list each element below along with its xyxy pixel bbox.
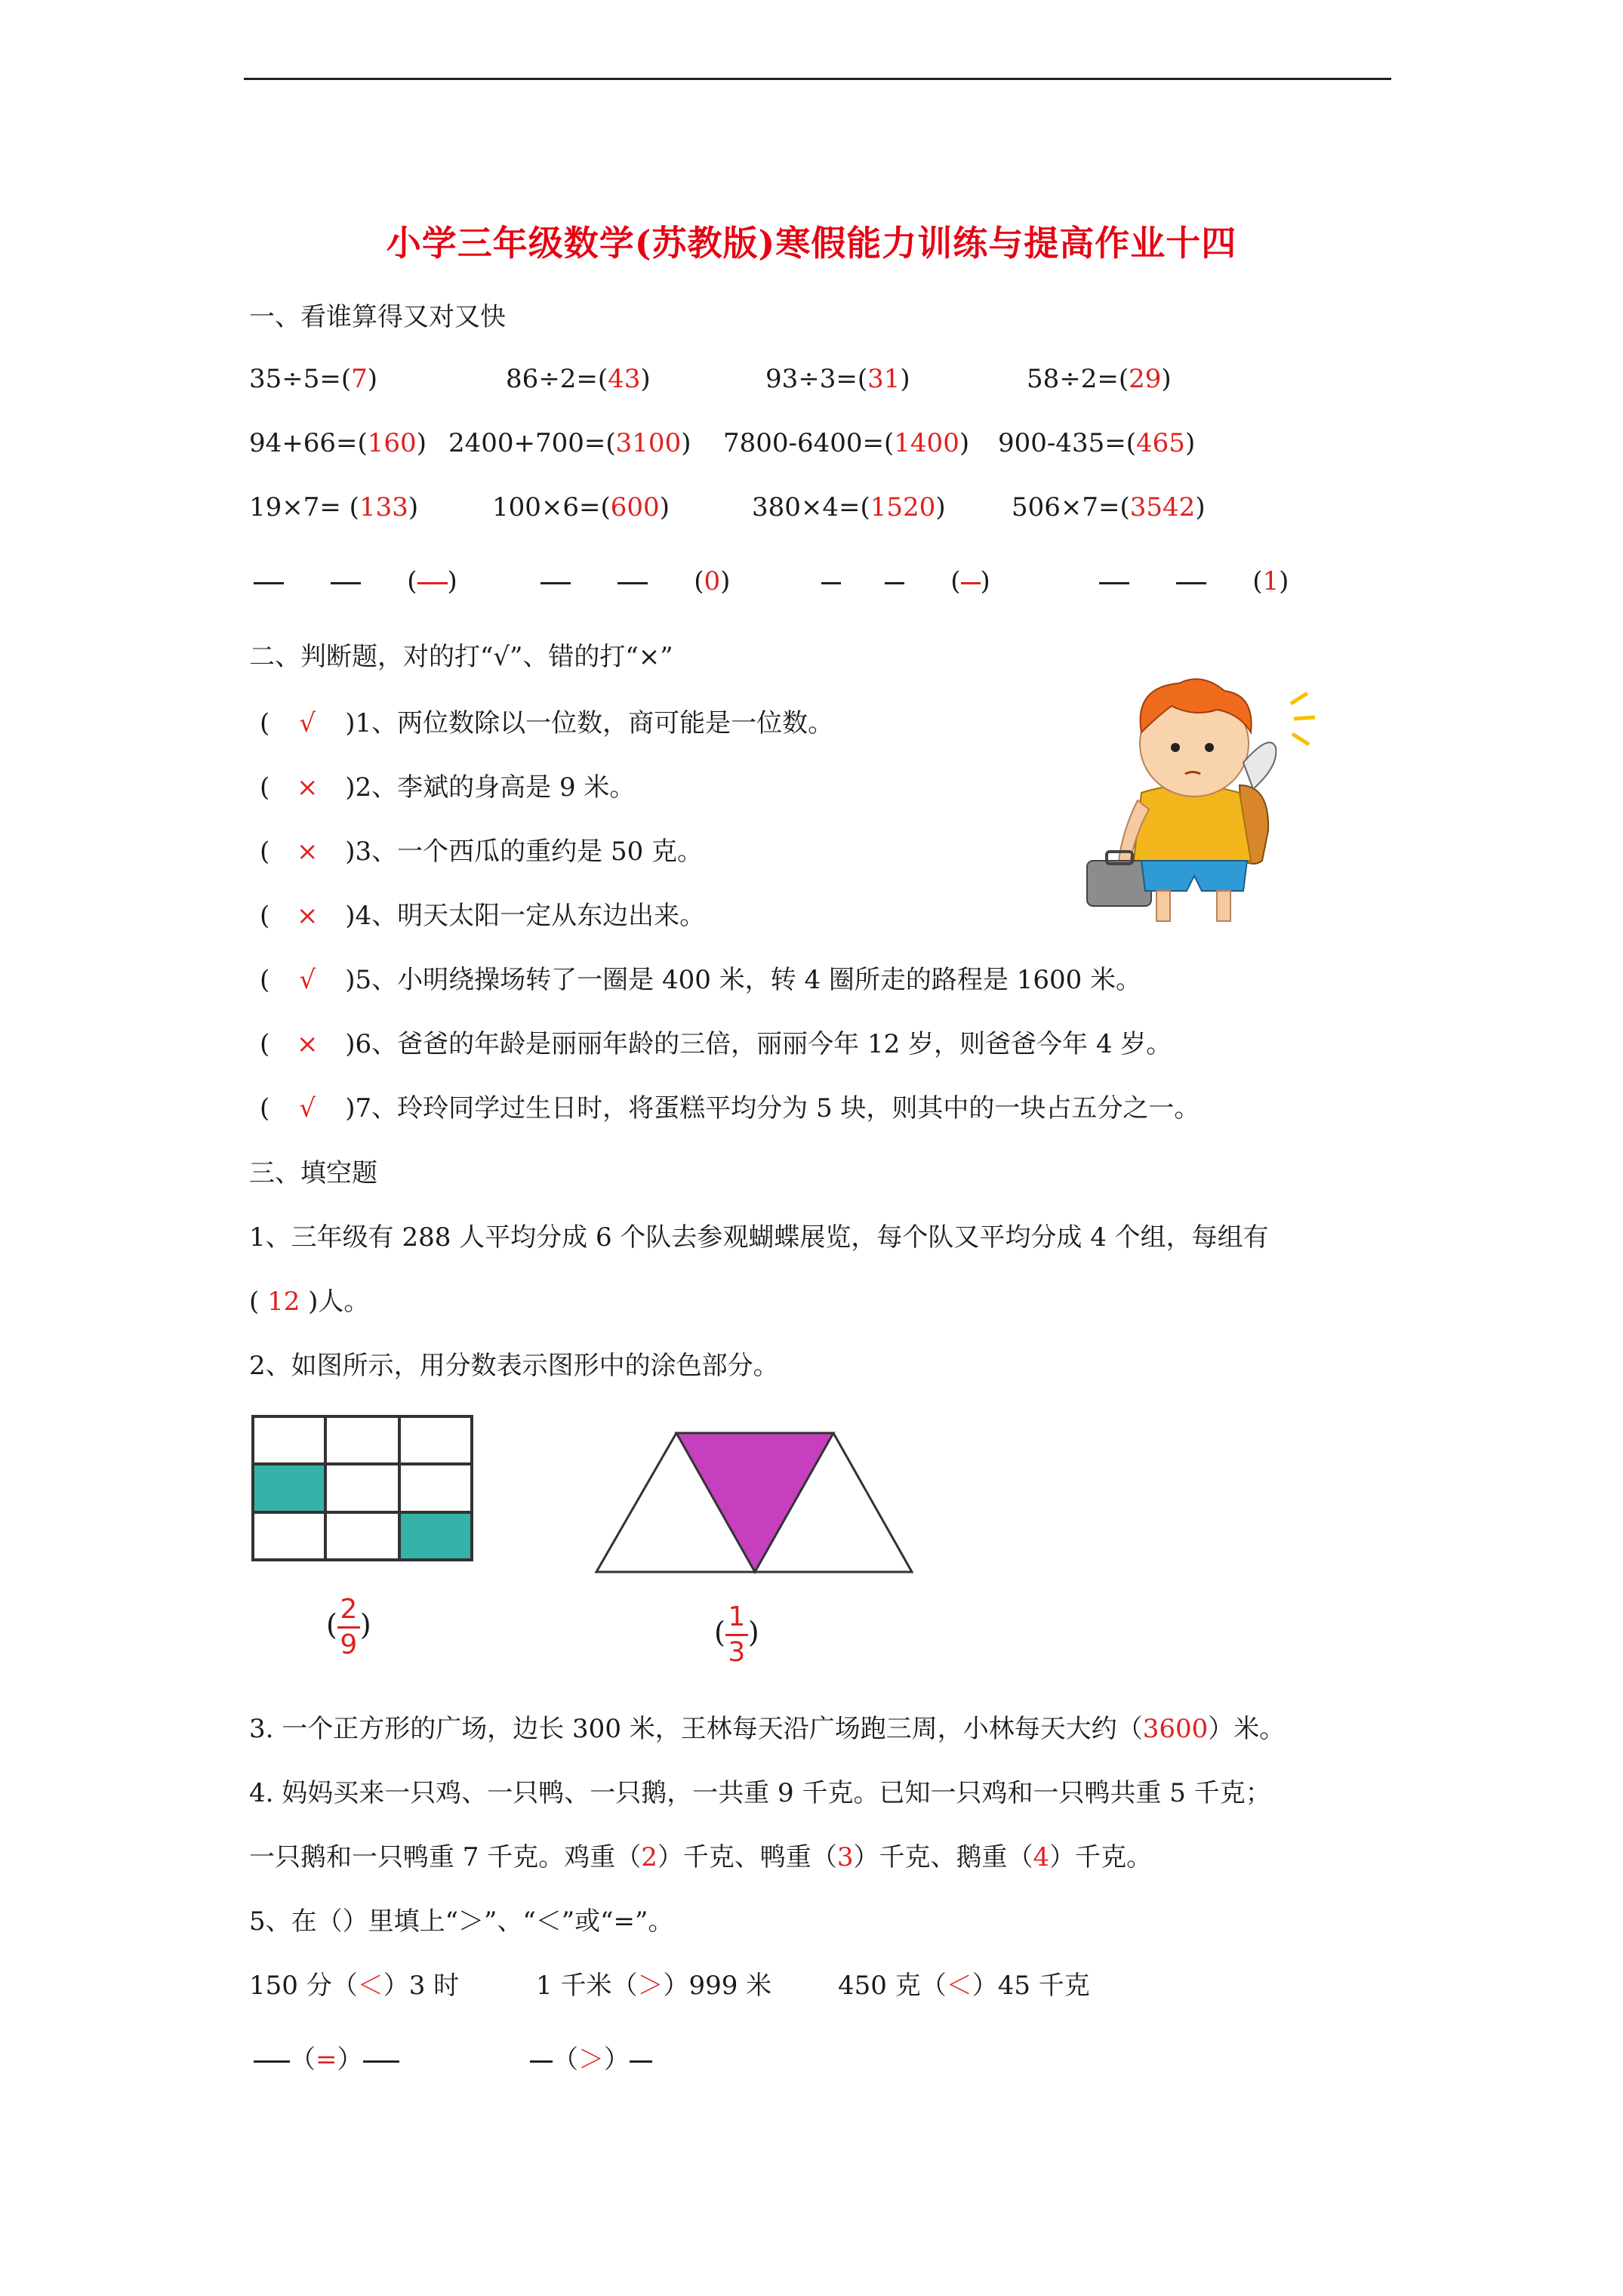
judge-item: ( × )2、李斌的身高是 9 米。 [260,772,636,803]
fraction-calc-item: ( ) [254,565,457,598]
section2-heading: 二、判断题，对的打“√”、错的打“×” [249,642,673,672]
header-rule [244,78,1391,80]
fraction-answer-grid: ( $\frac{2}{9}$ ) [326,1594,371,1660]
triangle-figure [593,1430,913,1575]
question-3: 3. 一个正方形的广场，边长 300 米，王林每天沿广场跑三周，小林每天大约（3600）米。 [249,1714,1286,1744]
fraction-mark [630,2060,652,2063]
calc-item: 2400+700=(3100) [448,428,691,458]
fraction-calc-item: (1) [1099,565,1289,598]
question-4-line-1: 4. 妈妈买来一只鸡、一只鸭、一只鹅，一共重 9 千克。已知一只鸡和一只鸭共重 5 千克； [249,1778,1271,1808]
calc-item: 7800-6400=(1400) [723,428,970,458]
fraction-answer-triangle: ( $\frac{1}{3}$ ) [714,1601,759,1668]
calc-item: 900-435=(465) [998,428,1196,458]
judge-item: ( × )3、一个西瓜的重约是 50 克。 [260,837,704,867]
section3-heading: 三、填空题 [249,1158,377,1188]
fraction-mark [363,2060,399,2063]
compare-item: 450 克（＜）45 千克 [838,1971,1090,2001]
calc-item: 380×4=(1520) [752,492,946,522]
fraction-mark [254,582,284,584]
calc-item: 94+66=(160) [249,428,427,458]
grid-figure [251,1415,473,1561]
fraction-mark [540,582,571,584]
question-1-line-2: ( 12 )人。 [249,1287,370,1317]
judge-item: ( × )6、爸爸的年龄是丽丽年龄的三倍，丽丽今年 12 岁，则爸爸今年 4 岁。 [260,1029,1172,1059]
judge-item: ( √ )1、两位数除以一位数，商可能是一位数。 [260,708,834,738]
fraction-answer-mark [961,582,981,584]
judge-item: ( √ )5、小明绕操场转了一圈是 400 米，转 4 圈所走的路程是 1600 米。 [260,965,1142,995]
fraction-mark [1176,582,1206,584]
page-title: 小学三年级数学(苏教版)寒假能力训练与提高作业十四 [386,223,1237,264]
calc-item: 100×6=(600) [492,492,670,522]
fraction-calc-item: (0) [540,565,730,598]
question-4-line-2: 一只鹅和一只鸭重 7 千克。鸡重（2）千克、鸭重（3）千克、鹅重（4）千克。 [249,1842,1153,1872]
calc-item: 35÷5=(7) [249,364,378,394]
shaded-cell [254,1465,325,1512]
compare-item: 1 千米（＞）999 米 [536,1971,772,2001]
calc-item: 86÷2=(43) [506,364,651,394]
compare-item: 150 分（＜）3 时 [249,1971,460,2001]
fraction-mark [530,2060,553,2063]
fraction-mark [821,582,841,584]
fraction-mark [254,2060,290,2063]
question-5: 5、在（）里填上“＞”、“＜”或“=”。 [249,1906,674,1937]
fraction-answer-mark [417,582,448,584]
fraction-calc-item: ( ) [821,565,990,598]
section1-heading: 一、看谁算得又对又快 [249,302,506,332]
question-2: 2、如图所示，用分数表示图形中的涂色部分。 [249,1351,779,1381]
fraction-mark [331,582,361,584]
shaded-cell [401,1513,470,1558]
boy-on-phone-illustration [1081,672,1323,929]
calc-item: 506×7=(3542) [1012,492,1206,522]
calc-item: 19×7= (133) [249,492,419,522]
question-1-line-1: 1、三年级有 288 人平均分成 6 个队去参观蝴蝶展览，每个队又平均分成 4 个组，每组有 [249,1222,1269,1253]
fraction-mark [1099,582,1129,584]
fraction-mark [885,582,904,584]
fraction-compare-item: （=） [254,2043,399,2076]
calc-item: 58÷2=(29) [1027,364,1172,394]
calc-item: 93÷3=(31) [765,364,910,394]
judge-item: ( √ )7、玲玲同学过生日时，将蛋糕平均分为 5 块，则其中的一块占五分之一。 [260,1093,1200,1123]
fraction-mark [617,582,648,584]
fraction-compare-item: （＞） [530,2043,652,2076]
judge-item: ( × )4、明天太阳一定从东边出来。 [260,901,706,931]
